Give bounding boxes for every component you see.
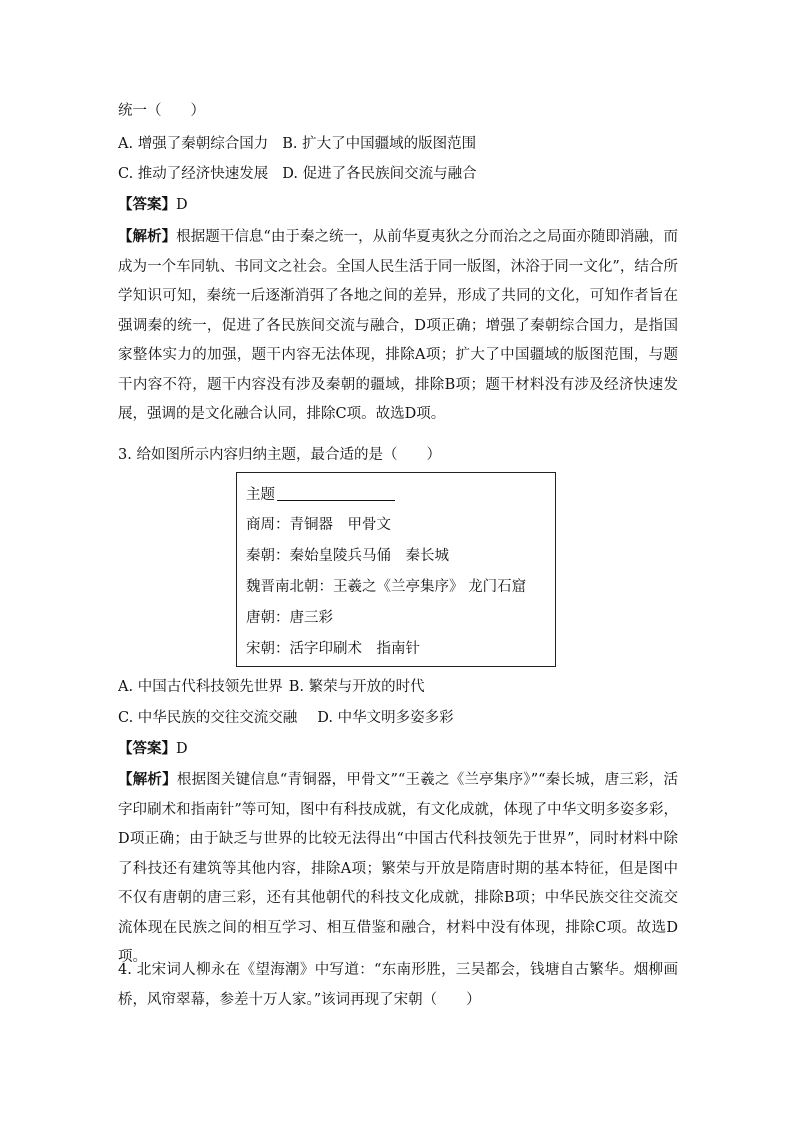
q2-stem-tail: 统一（ ） — [118, 103, 205, 119]
q3-answer-value: D — [176, 741, 188, 757]
q3-box-row-shangzhou: 商周：青铜器 甲骨文 — [246, 517, 391, 533]
q3-option-d: D. 中华文明多姿多彩 — [317, 710, 454, 726]
q3-box-title — [246, 485, 395, 505]
q3-topic-box — [236, 472, 556, 667]
q3-box-title-blank — [277, 486, 395, 501]
q3-stem: 3. 给如图所示内容归纳主题，最合适的是（ ） — [118, 447, 441, 463]
q2-option-a: A. 增强了秦朝综合国力 — [118, 136, 269, 152]
q3-option-a: A. 中国古代科技领先世界 — [118, 679, 283, 695]
q2-option-d: D. 促进了各民族间交流与融合 — [282, 166, 477, 182]
q3-answer — [118, 739, 188, 759]
q3-box-row-song: 宋朝：活字印刷术 指南针 — [246, 641, 420, 657]
q2-option-c: C. 推动了经济快速发展 — [118, 166, 269, 182]
q4-stem: 4. 北宋词人柳永在《望海潮》中写道：“东南形胜，三吴都会，钱塘自古繁华。烟柳画桥，风帘翠幕，参差十万人家。”该词再现了宋朝（ ） — [118, 962, 678, 1008]
q3-options-row-1 — [118, 677, 425, 697]
q2-answer-label: 【答案】 — [118, 196, 176, 213]
q3-analysis-text: 根据图关键信息“青铜器，甲骨文”“王羲之《兰亭集序》”“秦长城，唐三彩，活字印刷术和指南针”等可知，图中有科技成就，有文化成就，体现了中华文明多姿多彩，D项正确；由于缺乏与世界的比较无法得出“中国古代科技领先于世界”，同时材料中除了科技还有建筑等其他内容，排除A项；繁荣与开放是隋唐时期的基本特征，但是图中不仅有唐朝的唐三彩，还有其他朝代的科技文化成就，排除B项；中华民族交往交流交流体现在民族之间的相互学习、相互借鉴和融合，材料中没有体现，排除C项。故选D项。 — [118, 772, 679, 965]
q2-analysis — [118, 222, 678, 430]
q3-box-row-tang: 唐朝：唐三彩 — [246, 610, 333, 626]
q3-box-row-qin: 秦朝：秦始皇陵兵马俑 秦长城 — [246, 548, 449, 564]
q2-analysis-label: 【解析】 — [118, 228, 177, 245]
q3-analysis-label: 【解析】 — [118, 771, 177, 788]
q3-answer-label: 【答案】 — [118, 740, 176, 757]
q2-answer-value: D — [176, 197, 188, 213]
q3-option-c: C. 中华民族的交往交流交融 — [118, 710, 298, 726]
q3-analysis — [118, 765, 678, 973]
q3-box-row-weijin: 魏晋南北朝：王羲之《兰亭集序》 龙门石窟 — [246, 579, 527, 595]
q2-options-row-1 — [118, 134, 476, 154]
q2-option-b: B. 扩大了中国疆域的版图范围 — [282, 136, 477, 152]
q3-option-b: B. 繁荣与开放的时代 — [288, 679, 425, 695]
q2-answer — [118, 195, 188, 215]
q2-analysis-text: 根据题干信息“由于秦之统一，从前华夏夷狄之分而治之之局面亦随即消融，而成为一个车同轨、书同文之社会。全国人民生活于同一版图，沐浴于同一文化”，结合所学知识可知，秦统一后逐渐消弭了各地之间的差异，形成了共同的文化，可知作者旨在强调秦的统一，促进了各民族间交流与融合，D项正确；增强了秦朝综合国力，是指国家整体实力的加强，题干内容无法体现，排除A项；扩大了中国疆域的版图范围，与题干内容不符，题干内容没有涉及秦朝的疆域，排除B项；题干材料没有涉及经济快速发展，强调的是文化融合认同，排除C项。故选D项。 — [118, 229, 678, 422]
q3-box-title-text: 主题 — [246, 487, 275, 503]
q3-options-row-2 — [118, 708, 454, 728]
q2-options-row-2 — [118, 164, 477, 184]
